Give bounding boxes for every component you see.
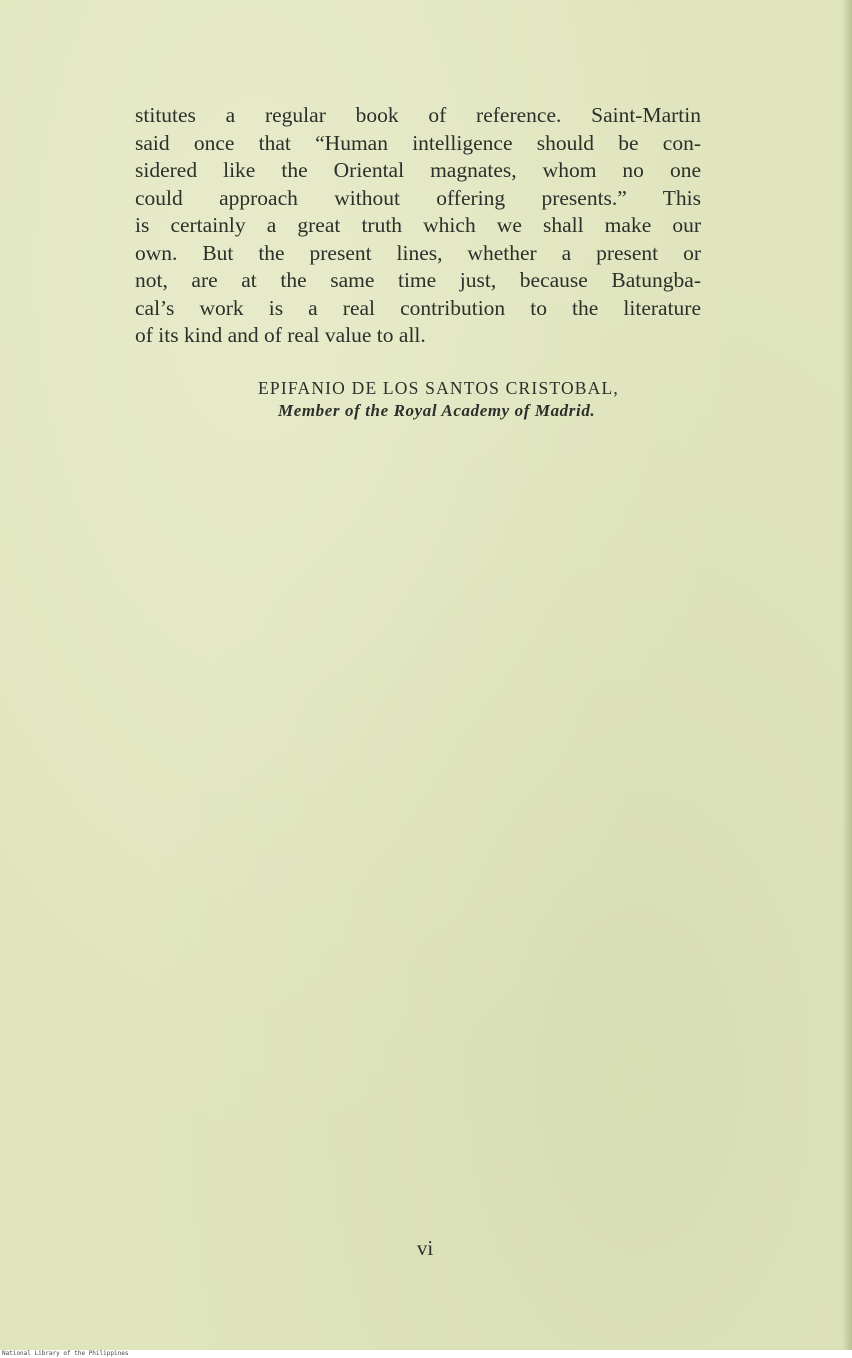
paragraph-line: of its kind and of real value to all. [135, 323, 426, 347]
paragraph-line: stitutes a regular book of reference. Saint-Martin [135, 103, 701, 127]
footer-credit: National Library of the Philippines [2, 1350, 129, 1357]
body-paragraph [135, 102, 701, 350]
signature-block [258, 376, 698, 422]
page-edge-shadow [842, 0, 852, 1350]
page-number: vi [416, 1236, 434, 1260]
paragraph-line: sidered like the Oriental magnates, whom no one [135, 158, 701, 182]
paragraph-line: own. But the present lines, whether a present or [135, 240, 701, 265]
paragraph-line: is certainly a great truth which we shall make our [135, 213, 701, 237]
paragraph-line: not, are at the same time just, because Batungba- [135, 268, 701, 292]
paragraph-line: said once that “Human intelligence should be con- [135, 130, 701, 155]
signature-title: Member of the Royal Academy of Madrid. [278, 401, 596, 420]
signature-name: EPIFANIO DE LOS SANTOS CRISTOBAL, [258, 378, 619, 398]
paragraph-line: could approach without offering presents.” This [135, 185, 701, 210]
paragraph-line: cal’s work is a real contribution to the literature [135, 295, 701, 320]
